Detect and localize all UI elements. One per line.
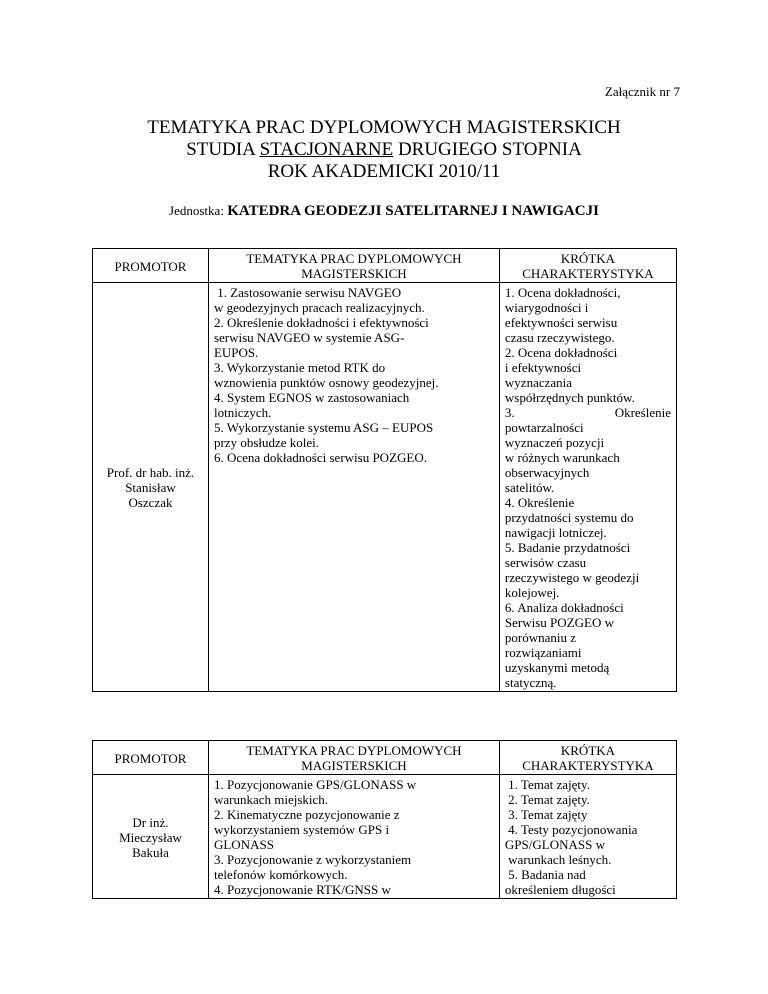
char-split-right: Określenie (614, 405, 671, 420)
unit-name: KATEDRA GEODEZJI SATELITARNEJ I NAWIGACJI (227, 203, 599, 219)
title-line-2-prefix: STUDIA (186, 139, 260, 160)
table-header-row (93, 249, 677, 283)
header-characteristics: KRÓTKA CHARAKTERYSTYKA (499, 741, 676, 775)
topic-line: 4. System EGNOS w zastosowaniach (213, 390, 410, 405)
char-line-justified (505, 405, 671, 420)
topic-line: 3. Wykorzystanie metod RTK do (213, 360, 386, 375)
table-row (93, 283, 677, 692)
char-line: 4. Określenie (504, 495, 575, 510)
topic-line: 3. Pozycjonowanie z wykorzystaniem (213, 852, 412, 867)
topic-line: warunkach miejskich. (213, 792, 329, 807)
topic-line: GLONASS (213, 837, 274, 852)
char-line: w różnych warunkach (504, 450, 620, 465)
promotor-line: Oszczak (128, 495, 173, 510)
topic-line: wznowienia punktów osnowy geodezyjnej. (213, 375, 439, 390)
char-line: 4. Testy pozycjonowania (504, 822, 638, 837)
char-line: warunkach leśnych. (504, 852, 612, 867)
promotor-line: Mieczysław (119, 829, 182, 845)
char-line: 5. Badania nad (504, 867, 586, 882)
unit-line (0, 203, 768, 220)
promotor-line: Stanisław (125, 480, 176, 495)
char-line: i efektywności (504, 360, 582, 375)
char-line: przydatności systemu do (504, 510, 634, 525)
promotor-cell (93, 775, 209, 899)
char-line: satelitów. (504, 480, 555, 495)
header-promotor: PROMOTOR (93, 741, 209, 775)
title-line-3: ROK AKADEMICKI 2010/11 (267, 161, 501, 182)
header-characteristics: KRÓTKA CHARAKTERYSTYKA (499, 249, 676, 283)
title-line-2 (0, 139, 768, 161)
promotor-line: Prof. dr hab. inż. (106, 465, 195, 480)
char-line: wyznaczeń pozycji (504, 435, 605, 450)
topic-line: telefonów komórkowych. (213, 867, 348, 882)
table-row (93, 775, 677, 899)
promotor-line: Bakuła (132, 844, 169, 860)
topic-line: 2. Określenie dokładności i efektywności (213, 315, 429, 330)
char-line: efektywności serwisu (504, 315, 618, 330)
topic-line: wykorzystaniem systemów GPS i (213, 822, 390, 837)
char-line: statyczną. (504, 675, 557, 690)
char-line: wyznaczania (504, 375, 573, 390)
char-line: uzyskanymi metodą (504, 660, 610, 675)
char-line: 3. Temat zajęty (504, 807, 588, 822)
promotor-cell (93, 283, 209, 692)
header-promotor: PROMOTOR (93, 249, 209, 283)
char-line: współrzędnych punktów. (504, 390, 635, 405)
characteristics-cell (499, 283, 676, 692)
char-line: określeniem długości (504, 882, 616, 897)
char-line: wiarygodności i (504, 300, 589, 315)
char-line: czasu rzeczywistego. (504, 330, 615, 345)
topic-line: w geodezyjnych pracach realizacyjnych. (213, 300, 425, 315)
topic-line: 5. Wykorzystanie systemu ASG – EUPOS (213, 420, 434, 435)
topics-cell (208, 283, 499, 692)
char-split-left: 3. (504, 405, 515, 420)
topic-line: 1. Zastosowanie serwisu NAVGEO (213, 285, 402, 300)
char-line: 2. Ocena dokładności (504, 345, 618, 360)
table-header-row (93, 741, 677, 775)
topics-table-1 (92, 248, 677, 692)
char-line: obserwacyjnych (504, 465, 590, 480)
char-line: 6. Analiza dokładności (504, 600, 624, 615)
topic-line: przy obsłudze kolei. (213, 435, 320, 450)
char-line: GPS/GLONASS w (504, 837, 605, 852)
char-line: rozwiązaniami (504, 645, 582, 660)
title-line-1: TEMATYKA PRAC DYPLOMOWYCH MAGISTERSKICH (147, 117, 621, 138)
char-line: 5. Badanie przydatności (504, 540, 631, 555)
char-line: 1. Temat zajęty. (504, 777, 590, 792)
char-line: serwisów czasu (504, 555, 587, 570)
title-line-2-suffix: DRUGIEGO STOPNIA (393, 139, 582, 160)
header-topics: TEMATYKA PRAC DYPLOMOWYCH MAGISTERSKICH (208, 249, 499, 283)
characteristics-cell (499, 775, 676, 899)
promotor-line: Dr inż. (132, 814, 169, 830)
unit-label: Jednostka: (169, 203, 224, 218)
char-line: kolejowej. (504, 585, 560, 600)
char-line: rzeczywistego w geodezji (504, 570, 640, 585)
char-line: 2. Temat zajęty. (504, 792, 590, 807)
topic-line: serwisu NAVGEO w systemie ASG- (213, 330, 405, 345)
topic-line: EUPOS. (213, 345, 259, 360)
attachment-label: Załącznik nr 7 (604, 84, 680, 99)
topics-cell (208, 775, 499, 899)
char-line: porównaniu z (504, 630, 577, 645)
topic-line: lotniczych. (213, 405, 272, 420)
topic-line: 4. Pozycjonowanie RTK/GNSS w (213, 882, 391, 897)
char-line: powtarzalności (504, 420, 584, 435)
document-title (0, 117, 768, 183)
char-line: nawigacji lotniczej. (504, 525, 607, 540)
title-line-2-underlined: STACJONARNE (259, 139, 394, 160)
topics-table-2 (92, 740, 677, 899)
header-topics: TEMATYKA PRAC DYPLOMOWYCH MAGISTERSKICH (208, 741, 499, 775)
topic-line: 6. Ocena dokładności serwisu POZGEO. (213, 450, 427, 465)
char-line: 1. Ocena dokładności, (504, 285, 621, 300)
char-line: Serwisu POZGEO w (504, 615, 614, 630)
topic-line: 2. Kinematyczne pozycjonowanie z (213, 807, 400, 822)
topic-line: 1. Pozycjonowanie GPS/GLONASS w (213, 777, 417, 792)
